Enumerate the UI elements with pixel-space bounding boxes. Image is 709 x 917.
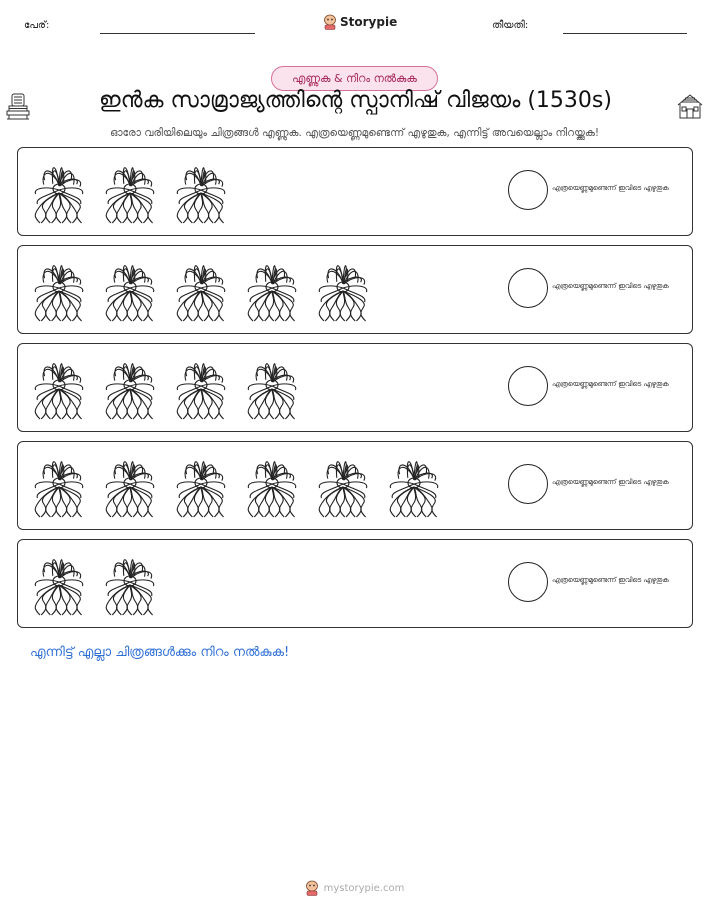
storypie-logo-icon [305, 880, 319, 896]
answer-circle[interactable] [508, 562, 548, 602]
footer-brand [0, 880, 709, 896]
quipu-icon [30, 355, 88, 421]
quipu-icon [385, 453, 443, 519]
quipu-icon [101, 551, 159, 617]
quipu-icon [314, 257, 372, 323]
quipu-icon [101, 257, 159, 323]
quipu-icon [30, 551, 88, 617]
answer-circle[interactable] [508, 366, 548, 406]
picture-group [30, 159, 230, 225]
picture-group [30, 551, 159, 617]
brand-name: Storypie [340, 15, 398, 29]
answer-circle[interactable] [508, 268, 548, 308]
footer-url: mystorypie.com [323, 882, 405, 894]
throne-icon [5, 92, 31, 120]
answer-circle[interactable] [508, 464, 548, 504]
quipu-icon [243, 453, 301, 519]
quipu-icon [243, 355, 301, 421]
brand [323, 14, 397, 30]
counting-row [17, 343, 693, 432]
quipu-icon [314, 453, 372, 519]
name-label: പേര്: [24, 20, 50, 31]
write-here-hint: എത്രയെണ്ണമുണ്ടെന്ന് ഇവിടെ എഴുതുക [552, 576, 669, 584]
quipu-icon [172, 257, 230, 323]
date-label: തീയതി: [492, 20, 529, 31]
write-here-hint: എത്രയെണ്ണമുണ്ടെന്ന് ഇവിടെ എഴുതുക [552, 380, 669, 388]
quipu-icon [243, 257, 301, 323]
storypie-logo-icon [323, 14, 337, 30]
page-title: ഇൻക സാമ്രാജ്യത്തിന്റെ സ്പാനിഷ് വിജയം (1530s) [99, 88, 612, 113]
write-here-hint: എത്രയെണ്ണമുണ്ടെന്ന് ഇവിടെ എഴുതുക [552, 184, 669, 192]
picture-group [30, 355, 301, 421]
write-here-hint: എത്രയെണ്ണമുണ്ടെന്ന് ഇവിടെ എഴുതുക [552, 282, 669, 290]
quipu-icon [101, 159, 159, 225]
quipu-icon [172, 159, 230, 225]
instruction-text: ഓരോ വരിയിലെയും ചിത്രങ്ങൾ എണ്ണുക. എത്രയെണ്ണമുണ്ടെന്ന് എഴുതുക, എന്നിട്ട് അവയെല്ലാം നിറയ്ക്കുക! [109, 127, 600, 139]
counting-row [17, 245, 693, 334]
name-field-line[interactable] [100, 33, 255, 34]
footer-note: എന്നിട്ട് എല്ലാ ചിത്രങ്ങൾക്കും നിറം നൽകുക! [30, 645, 290, 660]
counting-row [17, 147, 693, 236]
date-field-line[interactable] [563, 33, 687, 34]
counting-row [17, 539, 693, 628]
quipu-icon [30, 257, 88, 323]
counting-row [17, 441, 693, 530]
quipu-icon [30, 453, 88, 519]
house-icon [676, 92, 704, 120]
picture-group [30, 453, 443, 519]
picture-group [30, 257, 372, 323]
write-here-hint: എത്രയെണ്ണമുണ്ടെന്ന് ഇവിടെ എഴുതുക [552, 478, 669, 486]
worksheet-header [0, 12, 709, 40]
answer-circle[interactable] [508, 170, 548, 210]
quipu-icon [30, 159, 88, 225]
quipu-icon [101, 355, 159, 421]
quipu-icon [101, 453, 159, 519]
quipu-icon [172, 453, 230, 519]
quipu-icon [172, 355, 230, 421]
counting-rows [17, 147, 693, 628]
activity-tag: എണ്ണുക & നിറം നൽകുക [271, 66, 438, 91]
title-row [0, 88, 709, 124]
